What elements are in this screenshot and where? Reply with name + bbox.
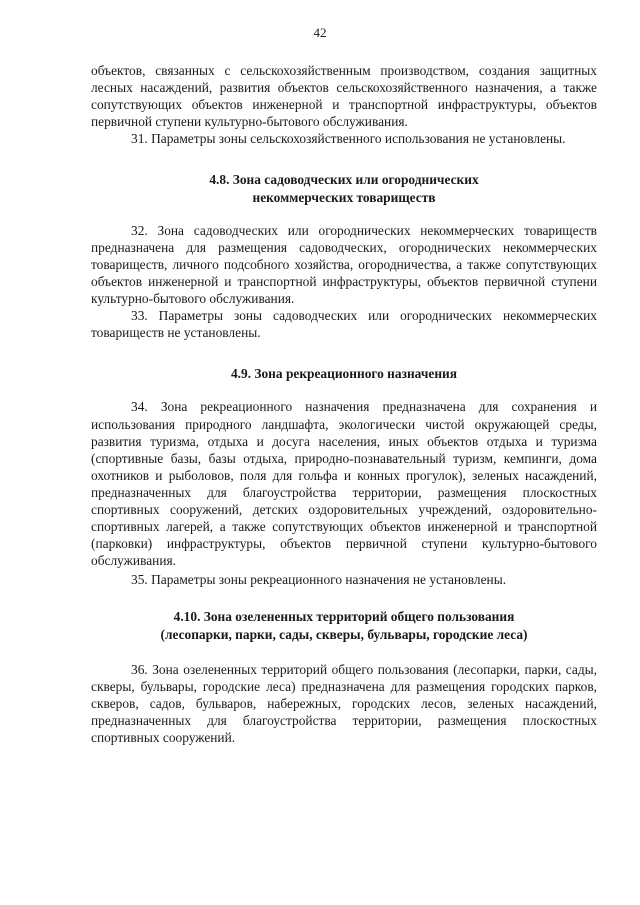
section-heading-4-8 [91,171,597,205]
heading-line: 4.9. Зона рекреационного назначения [230,366,458,382]
paragraph-32: 32. Зона садоводческих или огороднических некоммерческих товариществ предназначена для размещения садоводческих, огороднических некоммерческих товариществ, личного подсобного хозяйства, огородничества, а также сопутствующих объектов инженерной и транспортной инфраструктуры, объектов первичной ступени культурно-бытового обслуживания. [91,222,597,307]
document-body [91,62,597,746]
paragraph-36: 36. Зона озелененных территорий общего пользования (лесопарки, парки, сады, скверы, бульвары, городские леса) предназначена для размещения городских парков, скверов, садов, бульваров, набережных, городских лесов, зеленых насаждений, предназначенных для благоустройства территории, размещения плоскостных спортивных сооружений. [91,661,597,745]
heading-line: 4.10. Зона озелененных территорий общего пользования [173,609,515,625]
paragraph-31: 31. Параметры зоны сельскохозяйственного использования не установлены. [131,131,566,147]
paragraph-34: 34. Зона рекреационного назначения предназначена для сохранения и использования природного ландшафта, экологически чистой окружающей среды, развития туризма, отдыха и досуга населения, иных объектов отдыха и туризма (спортивные базы, базы отдыха, природно-познавательный туризм, кемпинги, дома охотников и рыболовов, поля для гольфа и конных прогулок), зеленых насаждений, предназначенных для благоустройства территории, размещения плоскостных спортивных сооружений, детских оздоровительных учреждений, оздоровительно-спортивных лагерей, а также сопутствующих объектов инженерной и транспортной (парковки) инфраструктуры, объектов первичной ступени культурно-бытового обслуживания. [91,399,597,569]
section-heading-4-10 [91,608,597,642]
paragraph-33: 33. Параметры зоны садоводческих или огороднических некоммерческих товариществ не установлены. [91,308,597,341]
paragraph-continuation: объектов, связанных с сельскохозяйственным производством, создания защитных лесных насаждений, развития объектов сельскохозяйственного назначения, а также сопутствующих объектов инженерной и транспортной инфраструктуры, объектов первичной ступени культурно-бытового обслуживания. [91,63,597,130]
section-heading-4-9 [91,365,597,382]
heading-line: (лесопарки, парки, сады, скверы, бульвары, городские леса) [160,626,528,642]
paragraph-35: 35. Параметры зоны рекреационного назначения не установлены. [131,572,507,588]
heading-line: 4.8. Зона садоводческих или огороднических [209,172,479,188]
heading-line: некоммерческих товариществ [252,189,436,205]
page-number: 42 [313,25,327,40]
